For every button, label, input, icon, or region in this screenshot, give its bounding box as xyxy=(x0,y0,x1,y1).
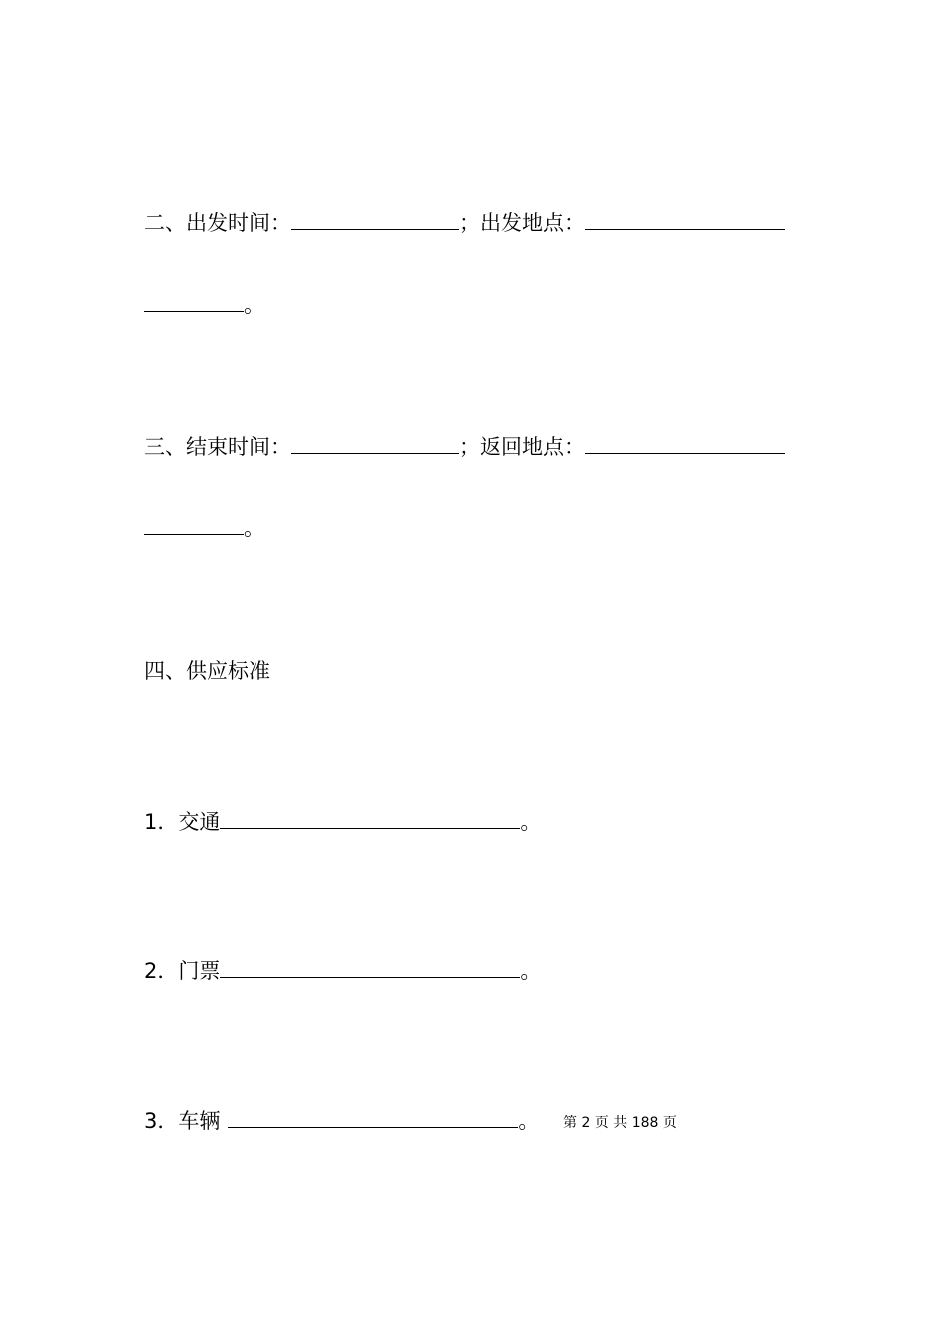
transport-blank[interactable] xyxy=(220,806,520,829)
departure-time-label: 二、出发时间： xyxy=(144,211,291,235)
departure-line xyxy=(144,207,785,238)
period: 。 xyxy=(520,810,542,834)
vehicle-blank[interactable] xyxy=(228,1105,518,1128)
item-label: 2．门票 xyxy=(144,959,221,983)
item-vehicle xyxy=(144,1105,539,1136)
departure-line-continued xyxy=(144,289,265,320)
departure-place-label: 出发地点： xyxy=(480,211,585,235)
return-place-label: 返回地点： xyxy=(480,435,585,459)
departure-time-blank[interactable] xyxy=(291,207,459,230)
tickets-blank[interactable] xyxy=(220,955,520,978)
period: 。 xyxy=(244,293,265,317)
return-place-blank-continued[interactable] xyxy=(144,512,244,535)
return-place-blank[interactable] xyxy=(585,431,785,454)
end-time-label: 三、结束时间： xyxy=(144,435,291,459)
item-label: 1．交通 xyxy=(144,810,221,834)
return-line-continued xyxy=(144,512,265,543)
return-line xyxy=(144,431,785,462)
supply-standard-heading: 四、供应标准 xyxy=(144,659,270,683)
end-time-blank[interactable] xyxy=(291,431,459,454)
item-transport xyxy=(144,806,541,837)
period: 。 xyxy=(520,959,542,983)
separator: ； xyxy=(459,211,480,235)
item-label: 3．车辆 xyxy=(144,1109,221,1133)
item-tickets xyxy=(144,955,541,986)
departure-place-blank[interactable] xyxy=(585,207,785,230)
period: 。 xyxy=(244,516,265,540)
page-number: 第 2 页 共 188 页 xyxy=(563,1115,677,1131)
period: 。 xyxy=(518,1109,540,1133)
separator: ； xyxy=(459,435,480,459)
departure-place-blank-continued[interactable] xyxy=(144,289,244,312)
